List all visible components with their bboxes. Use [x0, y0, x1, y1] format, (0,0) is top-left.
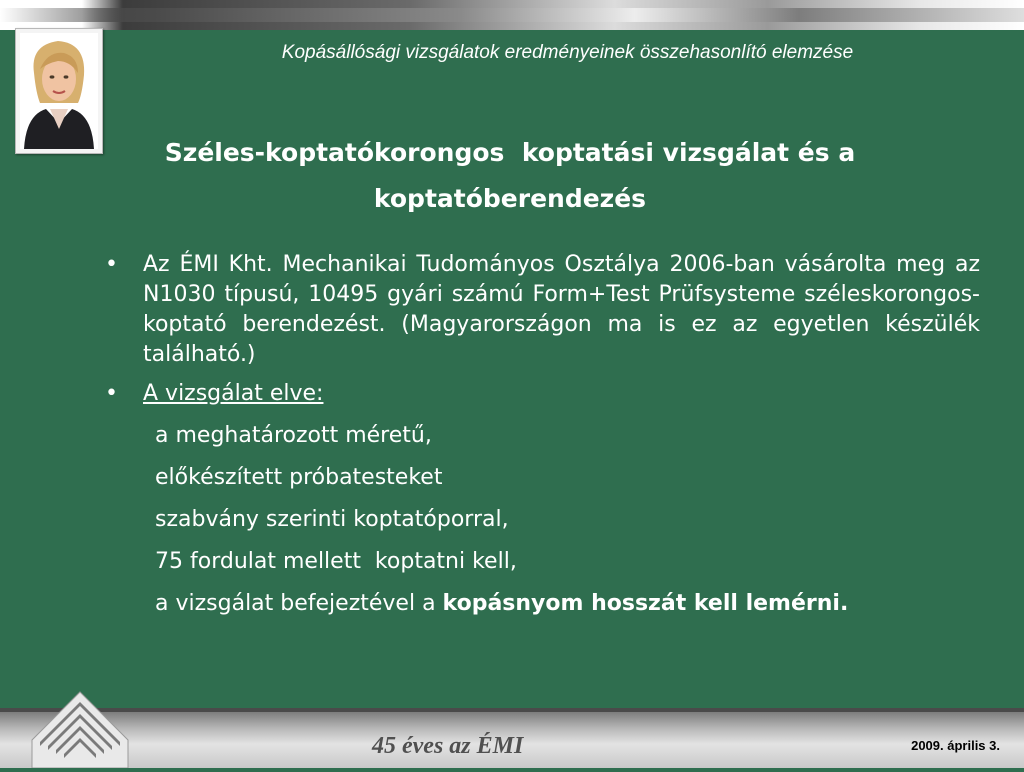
- bullet-dot-icon: •: [105, 252, 118, 277]
- principle-line: szabvány szerinti koptatóporral,: [155, 507, 509, 532]
- principle-line: 75 fordulat mellett koptatni kell,: [155, 549, 517, 574]
- bullet-text: A vizsgálat elve:: [143, 381, 324, 406]
- bullet-dot-icon: •: [105, 381, 118, 406]
- principle-line: előkészített próbatesteket: [155, 465, 443, 490]
- top-decorative-strip: [0, 0, 1024, 30]
- principle-lines: [105, 415, 980, 625]
- slide-title-line-1: Széles-koptatókorongos koptatási vizsgálat és a: [164, 138, 856, 167]
- principle-line-final: [155, 583, 980, 625]
- final-line-prefix: a vizsgálat befejeztével a: [155, 591, 443, 616]
- footer-date: 2009. április 3.: [911, 738, 1000, 753]
- slide-title-line-2: koptatóberendezés: [373, 184, 647, 213]
- presentation-header-title: Kopásállósági vizsgálatok eredményeinek összehasonlító elemzése: [281, 42, 854, 63]
- slide-content: [105, 250, 980, 625]
- footer-divider: [0, 708, 1024, 712]
- emi-logo-icon: [30, 690, 130, 772]
- top-strip-gradient: [0, 8, 1024, 22]
- bullet-item-emi-purchase: [105, 250, 980, 370]
- bullet-text: Az ÉMI Kht. Mechanikai Tudományos Osztálya 2006-ban vásárolta meg az N1030 típusú, 10495 gyári számú Form+Test Prüfsysteme széleskorongos-koptató berendezést. (Magyarországon ma is ez az egyetlen készülék található.): [143, 252, 980, 367]
- slide-title: [60, 130, 960, 222]
- principle-line: a meghatározott méretű,: [155, 423, 432, 448]
- final-line-bold: kopásnyom hosszát kell lemérni.: [442, 591, 849, 616]
- bullet-item-test-principle: [105, 379, 980, 409]
- footer-anniversary-text: 45 éves az ÉMI: [372, 733, 524, 759]
